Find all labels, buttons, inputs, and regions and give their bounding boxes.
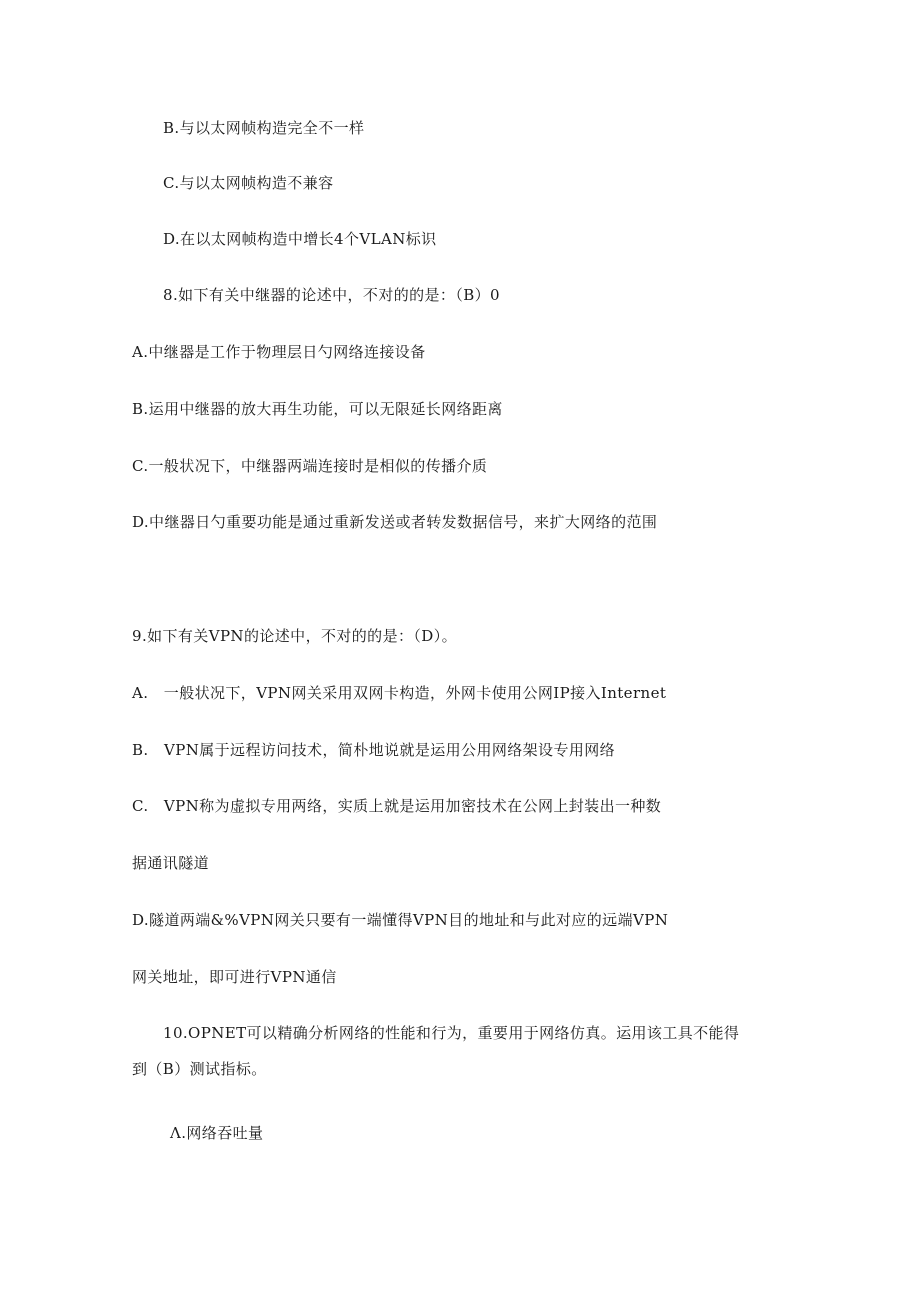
q9-stem: 9.如下有关VPN的论述中，不对的的是：（D）。 (132, 627, 457, 645)
q9-option-d-line2: 网关地址，即可进行VPN通信 (132, 968, 337, 986)
q9-option-b: B. VPN属于远程访问技术，简朴地说就是运用公用网络架设专用网络 (132, 741, 616, 759)
q8-option-d: D.中继器日勺重要功能是通过重新发送或者转发数据信号，来扩大网络的范围 (132, 513, 658, 531)
q8-option-c: C.一般状况下，中继器两端连接时是相似的传播介质 (132, 457, 488, 475)
q8-option-a: A.中继器是工作于物理层日勺网络连接设备 (132, 343, 426, 361)
q9-option-c-line1: C. VPN称为虚拟专用两络，实质上就是运用加密技术在公网上封装出一种数 (132, 797, 662, 815)
q10-stem-line2: 到（B）测试指标。 (132, 1060, 267, 1078)
q10-option-a: Λ.网络吞吐量 (170, 1124, 264, 1142)
q7-option-c: C.与以太网帧构造不兼容 (163, 174, 334, 192)
q10-stem-line1: 10.OPNET可以精确分析网络的性能和行为，重要用于网络仿真。运用该工具不能得 (163, 1024, 740, 1042)
q9-option-d-line1: D.隧道两端&%VPN网关只要有一端懂得VPN目的地址和与此对应的远端VPN (132, 911, 669, 929)
q9-option-c-line2: 据通讯隧道 (132, 854, 210, 872)
q8-option-b: B.运用中继器的放大再生功能，可以无限延长网络距离 (132, 400, 503, 418)
q8-stem: 8.如下有关中继器的论述中，不对的的是：（B）0 (163, 286, 500, 304)
q9-option-a: A. 一般状况下，VPN网关采用双网卡构造，外网卡使用公网IP接入Internet (132, 684, 667, 702)
q7-option-d: D.在以太网帧构造中增长4个VLAN标识 (163, 230, 437, 248)
q7-option-b: B.与以太网帧构造完全不一样 (163, 119, 365, 137)
